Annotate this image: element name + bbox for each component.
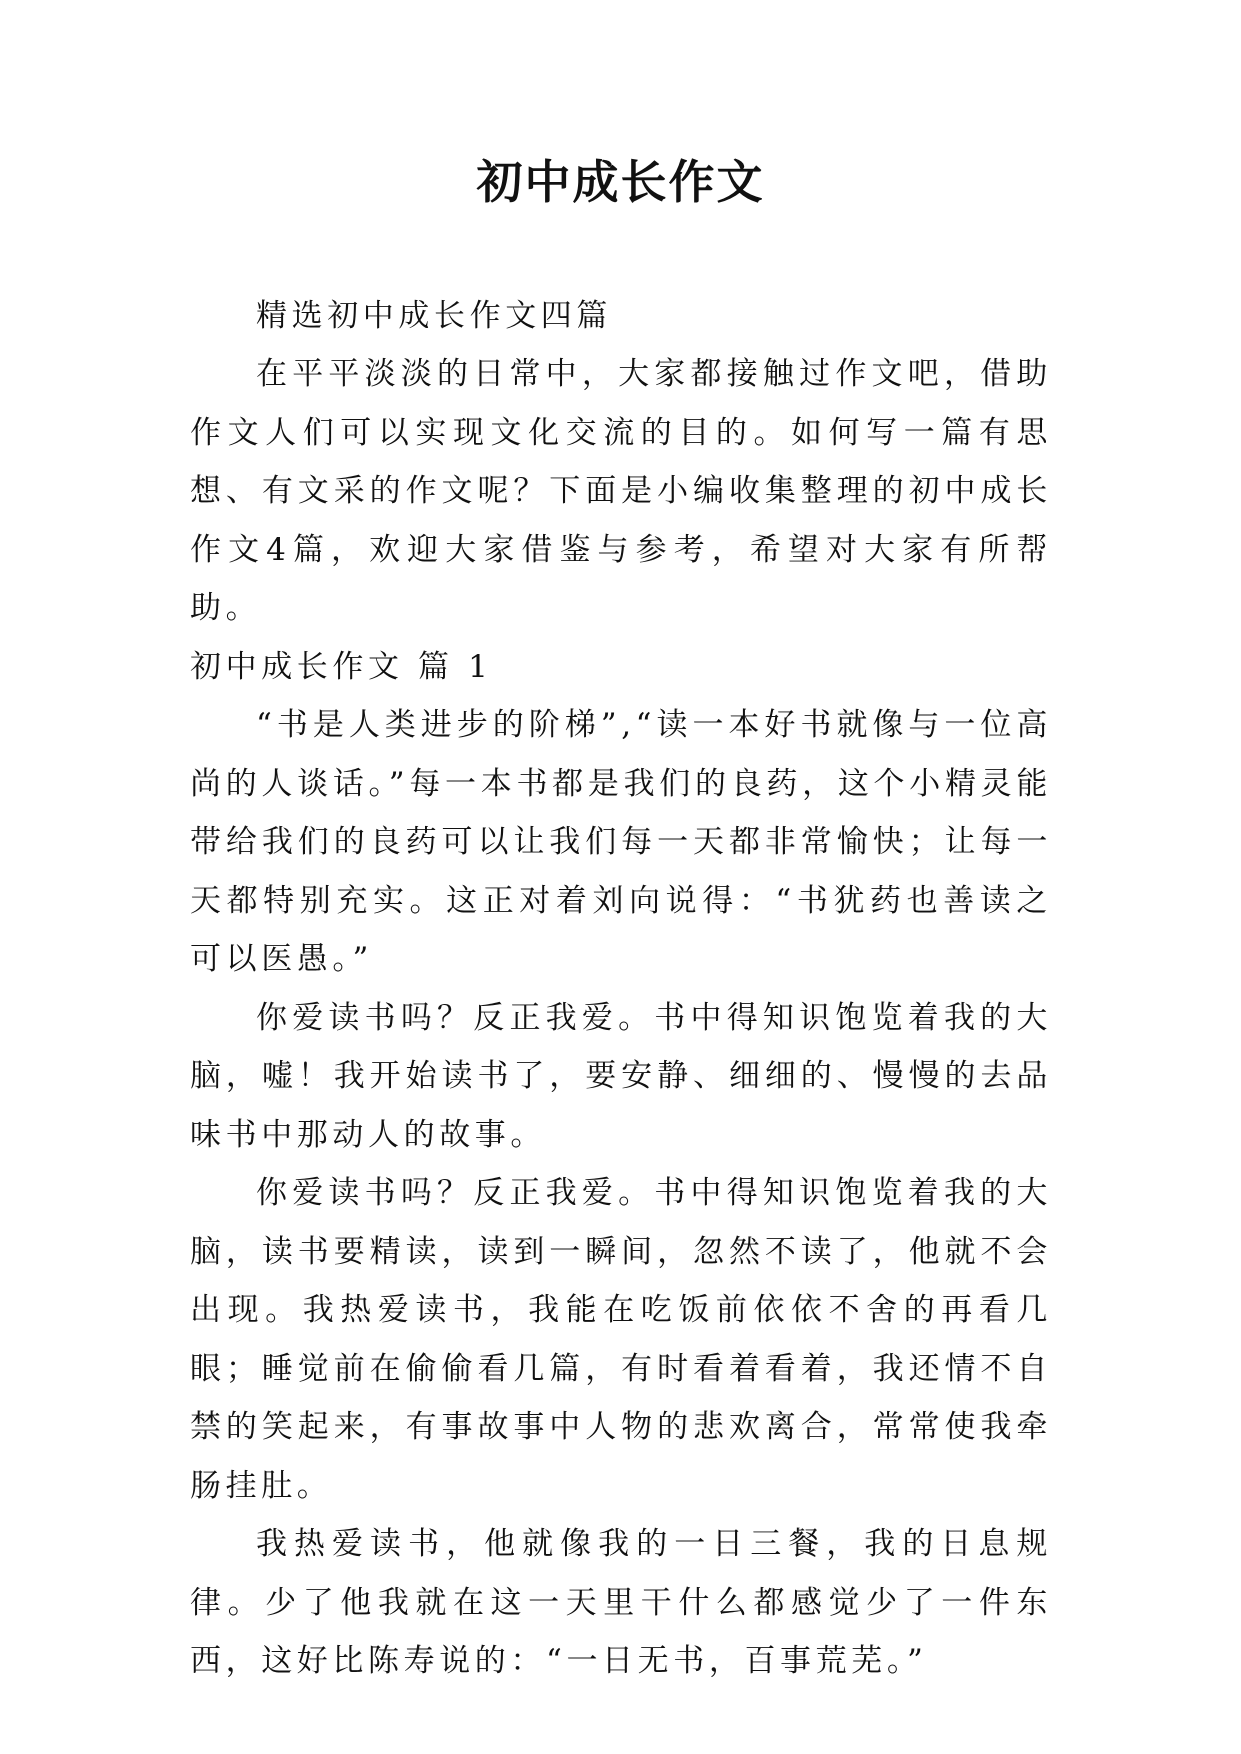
body-paragraph: 你爱读书吗？反正我爱。书中得知识饱览着我的大脑，嘘！我开始读书了，要安静、细细的、慢慢的去品味书中那动人的故事。 <box>190 999 1052 1153</box>
section-heading: 初中成长作文 篇 1 <box>190 649 493 685</box>
section-body <box>190 696 1052 1691</box>
body-paragraph: 我热爱读书，他就像我的一日三餐，我的日息规律。少了他我就在这一天里干什么都感觉少了一件东西，这好比陈寿说的：“一日无书，百事荒芜。” <box>190 1526 1052 1679</box>
intro-paragraph: 在平平淡淡的日常中，大家都接触过作文吧，借助作文人们可以实现文化交流的目的。如何写一篇有思想、有文采的作文呢？下面是小编收集整理的初中成长作文4篇，欢迎大家借鉴与参考，希望对大家有所帮助。 <box>190 356 1052 626</box>
document-subtitle: 精选初中成长作文四篇 <box>256 298 612 334</box>
body-paragraph: “书是人类进步的阶梯”,“读一本好书就像与一位高尚的人谈话。”每一本书都是我们的良药，这个小精灵能带给我们的良药可以让我们每一天都非常愉快；让每一天都特别充实。这正对着刘向说得：“书犹药也善读之可以医愚。” <box>190 707 1052 977</box>
page-title: 初中成长作文 <box>476 155 765 209</box>
body-paragraph: 你爱读书吗？反正我爱。书中得知识饱览着我的大脑，读书要精读，读到一瞬间，忽然不读了，他就不会出现。我热爱读书，我能在吃饭前依依不舍的再看几眼；睡觉前在偷偷看几篇，有时看着看着，我还情不自禁的笑起来，有事故事中人物的悲欢离合，常常使我牵肠挂肚。 <box>190 1175 1052 1504</box>
